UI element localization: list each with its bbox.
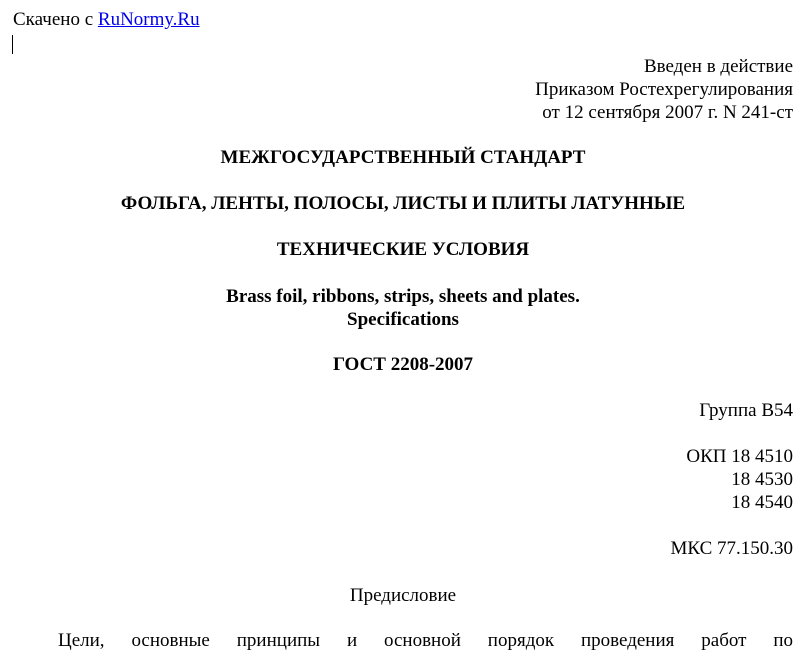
foreword-paragraph-first-line [58, 629, 793, 652]
okp-code-1: ОКП 18 4510 [686, 446, 793, 467]
paragraph-word: порядок [487, 630, 555, 651]
runormy-link[interactable]: RuNormy.Ru [97, 9, 200, 30]
group-value: Группа В54 [699, 400, 793, 421]
english-title-line-1: Brass foil, ribbons, strips, sheets and plates. [226, 286, 580, 307]
paragraph-word: основные [131, 630, 210, 651]
paragraph-word: по [773, 630, 793, 651]
okp-code-2: 18 4530 [731, 469, 793, 490]
mks-code: МКС 77.150.30 [670, 538, 793, 559]
section-heading-foreword: Предисловие [349, 585, 457, 606]
download-source-line [13, 8, 200, 31]
paragraph-word: основной [384, 630, 461, 651]
paragraph-word: принципы [236, 630, 321, 651]
standard-type-heading: МЕЖГОСУДАРСТВЕННЫЙ СТАНДАРТ [220, 147, 586, 168]
paragraph-word: и [346, 630, 358, 651]
okp-codes-block [686, 445, 793, 514]
enactment-line-2: Приказом Ростехрегулирования [535, 79, 793, 100]
enactment-line-1: Введен в действие [643, 56, 793, 77]
enactment-block [535, 55, 793, 124]
paragraph-word: проведения [580, 630, 675, 651]
group-label [699, 399, 793, 422]
mks-code-block [670, 537, 793, 560]
enactment-line-3: от 12 сентября 2007 г. N 241-ст [542, 102, 793, 123]
document-subtitle: ТЕХНИЧЕСКИЕ УСЛОВИЯ [276, 239, 530, 260]
document-main-title: ФОЛЬГА, ЛЕНТЫ, ПОЛОСЫ, ЛИСТЫ И ПЛИТЫ ЛАТУННЫЕ [120, 193, 686, 214]
okp-code-3: 18 4540 [731, 492, 793, 513]
paragraph-word: работ [701, 630, 747, 651]
english-title [0, 285, 799, 331]
gost-number: ГОСТ 2208-2007 [332, 354, 474, 375]
download-prefix: Скачено с [13, 9, 98, 30]
english-title-line-2: Specifications [347, 309, 459, 330]
paragraph-word: Цели, [58, 630, 105, 651]
text-cursor [12, 35, 13, 54]
